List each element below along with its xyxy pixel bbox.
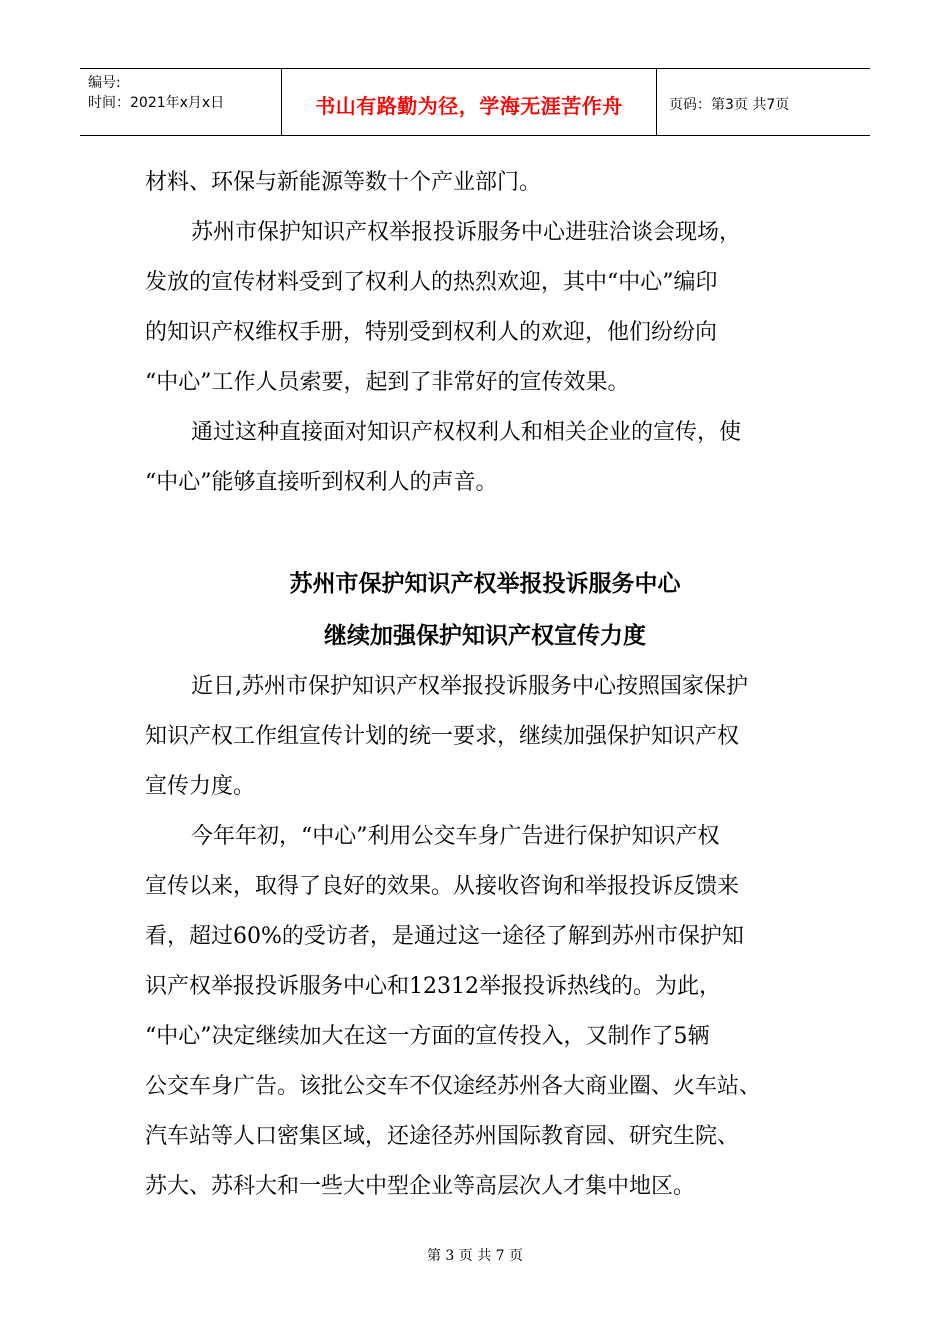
- paragraph-3: [145, 408, 825, 508]
- paragraph-line: 识产权举报投诉服务中心和12312举报投诉热线的。为此，: [145, 974, 721, 999]
- paragraph-line: 看，超过60%的受访者，是通过这一途径了解到苏州市保护知: [145, 924, 744, 949]
- paragraph-line: 的知识产权维权手册，特别受到权利人的欢迎，他们纷纷向: [145, 320, 718, 345]
- header-motto: 书山有路勤为径，学海无涯苦作舟: [315, 93, 623, 118]
- time-label: 时间：2021年x月x日: [88, 95, 225, 111]
- paragraph-5: [145, 812, 825, 1212]
- paragraph-line: 今年年初，“中心”利用公交车身广告进行保护知识产权: [191, 824, 720, 849]
- section-title-line-2: 继续加强保护知识产权宣传力度: [324, 623, 646, 649]
- paragraph-line: 宣传以来，取得了良好的效果。从接收咨询和举报投诉反馈来: [145, 874, 740, 899]
- section-spacer: [145, 508, 825, 558]
- paragraph-line: “中心”能够直接听到权利人的声音。: [145, 470, 498, 495]
- document-header: [80, 68, 870, 136]
- paragraph-1: [145, 158, 825, 208]
- paragraph-line: 通过这种直接面对知识产权权利人和相关企业的宣传，使: [191, 420, 742, 445]
- paragraph-line: 宣传力度。: [145, 774, 256, 799]
- paragraph-line: 知识产权工作组宣传计划的统一要求，继续加强保护知识产权: [145, 724, 740, 749]
- paragraph-line: 材料、环保与新能源等数十个产业部门。: [145, 170, 542, 195]
- paragraph-line: “中心”决定继续加大在这一方面的宣传投入，又制作了5辆: [145, 1024, 710, 1049]
- paragraph-line: 苏大、苏科大和一些大中型企业等高层次人才集中地区。: [145, 1174, 696, 1199]
- number-label: 编号:: [88, 75, 121, 91]
- paragraph-line: 汽车站等人口密集区域，还途径苏州国际教育园、研究生院、: [145, 1124, 740, 1149]
- section-title: [145, 558, 825, 662]
- paragraph-2: [145, 208, 825, 408]
- paragraph-line: 近日,苏州市保护知识产权举报投诉服务中心按照国家保护: [191, 674, 748, 699]
- header-meta: [80, 69, 282, 135]
- section-title-line-1: 苏州市保护知识产权举报投诉服务中心: [289, 571, 681, 597]
- paragraph-line: 发放的宣传材料受到了权利人的热烈欢迎，其中“中心”编印: [145, 270, 718, 295]
- paragraph-line: “中心”工作人员索要，起到了非常好的宣传效果。: [145, 370, 630, 395]
- paragraph-4: [145, 662, 825, 812]
- header-page-info-cell: [657, 69, 870, 135]
- page-footer: 第 3 页 共 7 页: [426, 1248, 524, 1264]
- paragraph-line: 苏州市保护知识产权举报投诉服务中心进驻洽谈会现场，: [191, 220, 742, 245]
- header-motto-cell: [282, 69, 657, 135]
- document-body: [145, 158, 825, 1212]
- paragraph-line: 公交车身广告。该批公交车不仅途经苏州各大商业圈、火车站、: [145, 1074, 762, 1099]
- header-page-info: 页码：第3页 共7页: [669, 97, 790, 113]
